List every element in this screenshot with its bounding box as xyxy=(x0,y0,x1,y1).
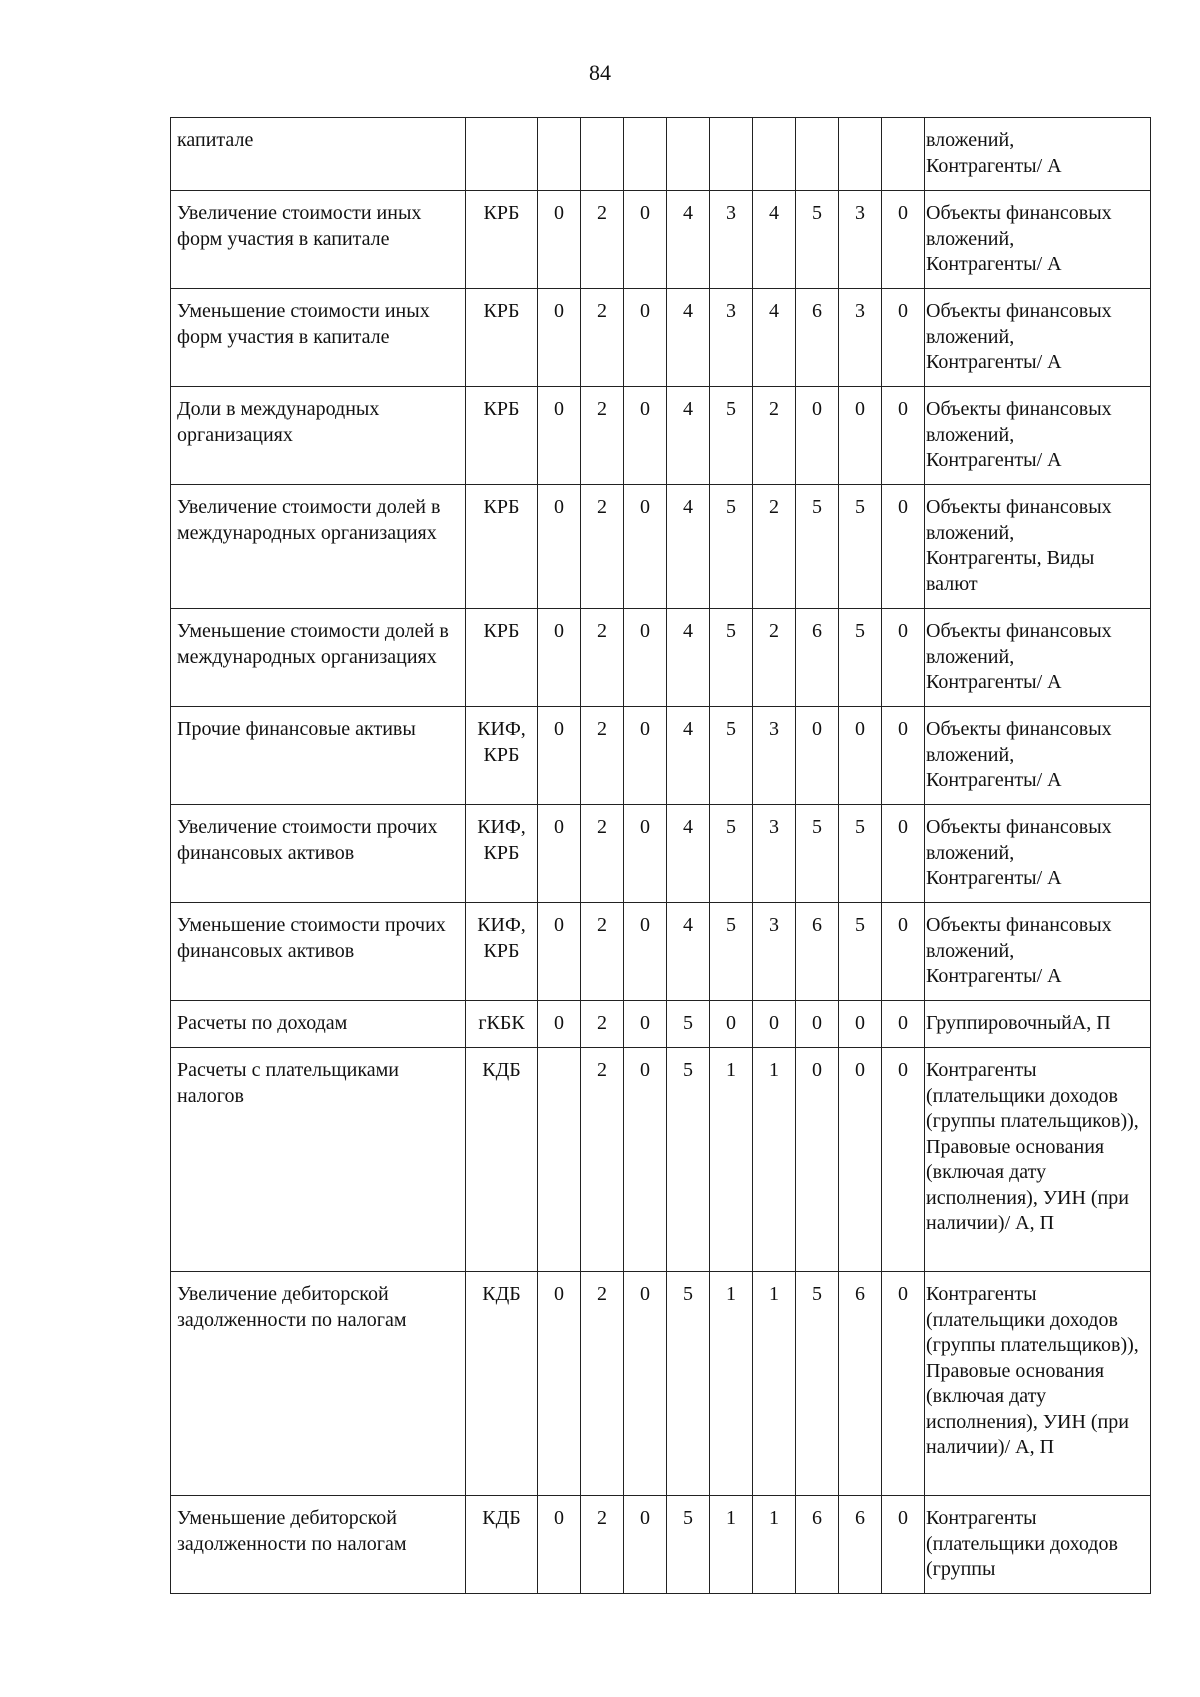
page-number: 84 xyxy=(589,60,611,85)
account-digit-cell: 4 xyxy=(667,485,710,609)
analytics-cell: Объекты финансовых вложений, Контрагенты/ А xyxy=(925,609,1151,707)
analytics-cell: Контрагенты (плательщики доходов (группы xyxy=(925,1496,1151,1594)
account-digit-cell: 6 xyxy=(796,289,839,387)
account-name-cell: Увеличение дебиторской задолженности по налогам xyxy=(171,1272,466,1496)
account-digit-cell: 5 xyxy=(710,609,753,707)
account-digit-cell: 0 xyxy=(624,289,667,387)
account-digit-cell: 5 xyxy=(839,805,882,903)
account-digit-cell: 0 xyxy=(624,191,667,289)
account-digit-cell: 2 xyxy=(753,485,796,609)
analytics-cell: Объекты финансовых вложений, Контрагенты/ А xyxy=(925,387,1151,485)
account-name-cell: Доли в международных организациях xyxy=(171,387,466,485)
account-digit-cell: 4 xyxy=(667,289,710,387)
analytics-cell: Объекты финансовых вложений, Контрагенты/ А xyxy=(925,707,1151,805)
account-digit-cell: 0 xyxy=(839,1001,882,1048)
account-digit-cell: 0 xyxy=(796,707,839,805)
account-digit-cell: 5 xyxy=(710,903,753,1001)
account-digit-cell xyxy=(581,118,624,191)
table-row xyxy=(171,485,1151,609)
account-digit-cell: 0 xyxy=(882,289,925,387)
account-name-cell: Расчеты с плательщиками налогов xyxy=(171,1048,466,1272)
account-digit-cell: 3 xyxy=(710,191,753,289)
table-row xyxy=(171,805,1151,903)
code-type-cell: КРБ xyxy=(466,387,538,485)
account-digit-cell: 4 xyxy=(753,289,796,387)
accounts-table xyxy=(170,117,1151,1594)
account-digit-cell: 5 xyxy=(667,1272,710,1496)
analytics-cell: Объекты финансовых вложений, Контрагенты/ А xyxy=(925,903,1151,1001)
table-row xyxy=(171,191,1151,289)
account-digit-cell: 5 xyxy=(839,903,882,1001)
account-digit-cell: 0 xyxy=(538,609,581,707)
account-digit-cell: 4 xyxy=(667,191,710,289)
account-digit-cell: 0 xyxy=(882,1048,925,1272)
table-row xyxy=(171,707,1151,805)
table-row xyxy=(171,1001,1151,1048)
account-digit-cell: 0 xyxy=(882,609,925,707)
account-digit-cell: 2 xyxy=(753,387,796,485)
table-row xyxy=(171,387,1151,485)
account-digit-cell: 6 xyxy=(796,903,839,1001)
account-digit-cell: 2 xyxy=(581,1272,624,1496)
code-type-cell: КДБ xyxy=(466,1048,538,1272)
account-digit-cell: 2 xyxy=(581,289,624,387)
account-digit-cell: 0 xyxy=(882,1272,925,1496)
account-digit-cell xyxy=(839,118,882,191)
analytics-cell: Объекты финансовых вложений, Контрагенты/ А xyxy=(925,191,1151,289)
account-digit-cell: 6 xyxy=(839,1272,882,1496)
account-digit-cell: 3 xyxy=(753,707,796,805)
table-row xyxy=(171,903,1151,1001)
account-digit-cell: 1 xyxy=(710,1496,753,1594)
account-digit-cell: 2 xyxy=(581,1001,624,1048)
account-digit-cell: 5 xyxy=(796,485,839,609)
account-digit-cell: 4 xyxy=(667,707,710,805)
account-digit-cell: 1 xyxy=(753,1496,796,1594)
analytics-cell: Объекты финансовых вложений, Контрагенты/ А xyxy=(925,289,1151,387)
account-digit-cell: 4 xyxy=(667,609,710,707)
account-digit-cell: 2 xyxy=(581,1496,624,1594)
account-name-cell: Увеличение стоимости долей в международных организациях xyxy=(171,485,466,609)
table-row xyxy=(171,1048,1151,1272)
code-type-cell: КИФ, КРБ xyxy=(466,903,538,1001)
account-digit-cell: 1 xyxy=(753,1272,796,1496)
account-digit-cell xyxy=(710,118,753,191)
account-digit-cell: 5 xyxy=(796,191,839,289)
account-digit-cell: 1 xyxy=(710,1048,753,1272)
account-digit-cell: 0 xyxy=(624,1272,667,1496)
account-digit-cell: 0 xyxy=(624,387,667,485)
account-digit-cell xyxy=(624,118,667,191)
code-type-cell: гКБК xyxy=(466,1001,538,1048)
account-digit-cell: 5 xyxy=(796,1272,839,1496)
account-name-cell: Прочие финансовые активы xyxy=(171,707,466,805)
account-digit-cell: 0 xyxy=(624,805,667,903)
account-digit-cell: 3 xyxy=(839,191,882,289)
account-digit-cell: 0 xyxy=(538,1001,581,1048)
account-name-cell: капитале xyxy=(171,118,466,191)
account-digit-cell: 2 xyxy=(581,609,624,707)
account-digit-cell: 0 xyxy=(882,1496,925,1594)
account-digit-cell: 0 xyxy=(882,903,925,1001)
account-digit-cell xyxy=(538,118,581,191)
account-digit-cell: 4 xyxy=(753,191,796,289)
account-digit-cell: 0 xyxy=(882,805,925,903)
code-type-cell: КИФ, КРБ xyxy=(466,707,538,805)
account-digit-cell: 3 xyxy=(710,289,753,387)
account-digit-cell: 0 xyxy=(796,1001,839,1048)
account-digit-cell: 2 xyxy=(581,485,624,609)
account-digit-cell xyxy=(538,1048,581,1272)
table-row xyxy=(171,1272,1151,1496)
account-digit-cell: 0 xyxy=(624,609,667,707)
code-type-cell xyxy=(466,118,538,191)
code-type-cell: КРБ xyxy=(466,609,538,707)
account-name-cell: Уменьшение стоимости прочих финансовых активов xyxy=(171,903,466,1001)
analytics-cell: вложений, Контрагенты/ А xyxy=(925,118,1151,191)
account-digit-cell: 0 xyxy=(882,485,925,609)
account-digit-cell: 2 xyxy=(581,805,624,903)
account-digit-cell: 4 xyxy=(667,903,710,1001)
table-row xyxy=(171,1496,1151,1594)
account-name-cell: Уменьшение дебиторской задолженности по налогам xyxy=(171,1496,466,1594)
account-digit-cell: 4 xyxy=(667,805,710,903)
code-type-cell: КРБ xyxy=(466,191,538,289)
account-digit-cell: 0 xyxy=(624,707,667,805)
account-digit-cell: 0 xyxy=(538,1272,581,1496)
account-digit-cell: 0 xyxy=(882,1001,925,1048)
account-digit-cell xyxy=(796,118,839,191)
account-digit-cell: 1 xyxy=(710,1272,753,1496)
account-digit-cell: 6 xyxy=(796,609,839,707)
account-digit-cell: 0 xyxy=(882,387,925,485)
account-digit-cell: 2 xyxy=(581,903,624,1001)
account-digit-cell: 0 xyxy=(538,1496,581,1594)
account-digit-cell: 2 xyxy=(581,191,624,289)
account-digit-cell: 5 xyxy=(710,707,753,805)
analytics-cell: Контрагенты (плательщики доходов (группы плательщиков)), Правовые основания (включая дату исполнения), УИН (при наличии)/ А, П xyxy=(925,1048,1151,1272)
account-digit-cell: 2 xyxy=(753,609,796,707)
account-digit-cell: 5 xyxy=(667,1048,710,1272)
table-row xyxy=(171,289,1151,387)
account-digit-cell: 0 xyxy=(624,1496,667,1594)
account-digit-cell xyxy=(882,118,925,191)
account-digit-cell: 0 xyxy=(538,903,581,1001)
analytics-cell: Контрагенты (плательщики доходов (группы плательщиков)), Правовые основания (включая дату исполнения), УИН (при наличии)/ А, П xyxy=(925,1272,1151,1496)
table-row xyxy=(171,609,1151,707)
account-digit-cell: 0 xyxy=(839,387,882,485)
account-digit-cell: 0 xyxy=(839,707,882,805)
account-digit-cell: 6 xyxy=(796,1496,839,1594)
code-type-cell: КРБ xyxy=(466,289,538,387)
account-digit-cell: 0 xyxy=(882,707,925,805)
account-digit-cell: 0 xyxy=(538,485,581,609)
account-digit-cell: 2 xyxy=(581,387,624,485)
analytics-cell: ГруппировочныйА, П xyxy=(925,1001,1151,1048)
account-digit-cell: 0 xyxy=(796,387,839,485)
account-digit-cell: 6 xyxy=(839,1496,882,1594)
table-row xyxy=(171,118,1151,191)
code-type-cell: КДБ xyxy=(466,1272,538,1496)
account-digit-cell: 5 xyxy=(667,1496,710,1594)
account-digit-cell: 1 xyxy=(753,1048,796,1272)
account-digit-cell: 2 xyxy=(581,707,624,805)
account-name-cell: Увеличение стоимости иных форм участия в капитале xyxy=(171,191,466,289)
account-digit-cell: 5 xyxy=(839,485,882,609)
account-digit-cell: 0 xyxy=(624,903,667,1001)
account-digit-cell: 4 xyxy=(667,387,710,485)
account-digit-cell: 5 xyxy=(839,609,882,707)
account-digit-cell: 0 xyxy=(538,805,581,903)
code-type-cell: КИФ, КРБ xyxy=(466,805,538,903)
account-digit-cell: 0 xyxy=(624,1048,667,1272)
account-digit-cell: 0 xyxy=(538,707,581,805)
account-digit-cell: 5 xyxy=(710,387,753,485)
account-digit-cell: 0 xyxy=(624,1001,667,1048)
account-digit-cell: 2 xyxy=(581,1048,624,1272)
table-body xyxy=(171,118,1151,1594)
account-digit-cell: 0 xyxy=(710,1001,753,1048)
account-digit-cell: 0 xyxy=(753,1001,796,1048)
account-digit-cell: 0 xyxy=(538,191,581,289)
account-digit-cell: 3 xyxy=(839,289,882,387)
account-digit-cell: 0 xyxy=(839,1048,882,1272)
account-digit-cell: 3 xyxy=(753,805,796,903)
account-name-cell: Уменьшение стоимости долей в международных организациях xyxy=(171,609,466,707)
code-type-cell: КРБ xyxy=(466,485,538,609)
account-name-cell: Уменьшение стоимости иных форм участия в капитале xyxy=(171,289,466,387)
code-type-cell: КДБ xyxy=(466,1496,538,1594)
account-digit-cell: 5 xyxy=(710,805,753,903)
account-digit-cell: 5 xyxy=(796,805,839,903)
account-name-cell: Увеличение стоимости прочих финансовых активов xyxy=(171,805,466,903)
account-digit-cell: 0 xyxy=(882,191,925,289)
account-digit-cell: 3 xyxy=(753,903,796,1001)
analytics-cell: Объекты финансовых вложений, Контрагенты/ А xyxy=(925,805,1151,903)
account-digit-cell: 0 xyxy=(538,387,581,485)
account-digit-cell xyxy=(753,118,796,191)
account-digit-cell xyxy=(667,118,710,191)
account-name-cell: Расчеты по доходам xyxy=(171,1001,466,1048)
account-digit-cell: 0 xyxy=(538,289,581,387)
analytics-cell: Объекты финансовых вложений, Контрагенты, Виды валют xyxy=(925,485,1151,609)
account-digit-cell: 5 xyxy=(710,485,753,609)
account-digit-cell: 0 xyxy=(796,1048,839,1272)
account-digit-cell: 5 xyxy=(667,1001,710,1048)
account-digit-cell: 0 xyxy=(624,485,667,609)
